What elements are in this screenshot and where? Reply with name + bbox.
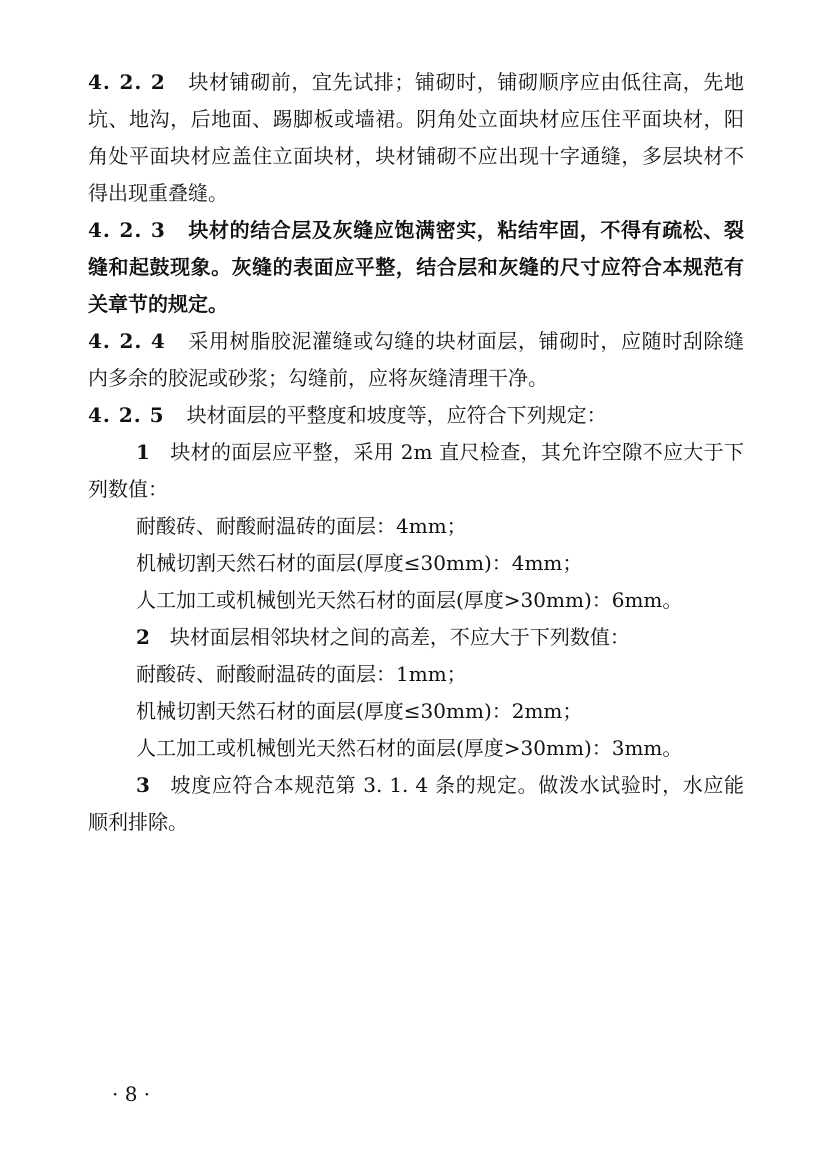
item-number: 3 bbox=[136, 773, 150, 797]
clause-4-2-4 bbox=[88, 323, 744, 397]
clause-number: 4. 2. 3 bbox=[88, 218, 166, 242]
item-2-line-3: 人工加工或机械刨光天然石材的面层(厚度>30mm)：3mm。 bbox=[136, 736, 683, 760]
item-2 bbox=[88, 619, 744, 656]
clause-4-2-5 bbox=[88, 397, 744, 434]
item-text: 块材的面层应平整，采用 2m 直尺检查，其允许空隙不应大于下列数值： bbox=[88, 440, 744, 501]
item-1 bbox=[88, 434, 744, 508]
item-1-line-1: 耐酸砖、耐酸耐温砖的面层：4mm； bbox=[136, 514, 467, 538]
item-2-line-2: 机械切割天然石材的面层(厚度≤30mm)：2mm； bbox=[136, 699, 583, 723]
clause-text: 块材的结合层及灰缝应饱满密实，粘结牢固，不得有疏松、裂缝和起鼓现象。灰缝的表面应平整，结合层和灰缝的尺寸应符合本规范有关章节的规定。 bbox=[88, 218, 745, 316]
clause-text: 块材铺砌前，宜先试排；铺砌时，铺砌顺序应由低往高，先地坑、地沟，后地面、踢脚板或墙裙。阴角处立面块材应压住平面块材，阳角处平面块材应盖住立面块材，块材铺砌不应出现十字通缝，多层块材不得出现重叠缝。 bbox=[88, 70, 745, 205]
item-1-line-3: 人工加工或机械刨光天然石材的面层(厚度>30mm)：6mm。 bbox=[136, 588, 683, 612]
item-3 bbox=[88, 767, 744, 841]
clause-number: 4. 2. 4 bbox=[88, 329, 166, 353]
item-number: 1 bbox=[136, 440, 150, 464]
clause-text: 采用树脂胶泥灌缝或勾缝的块材面层，铺砌时，应随时刮除缝内多余的胶泥或砂浆；勾缝前，应将灰缝清理干净。 bbox=[88, 329, 745, 390]
item-text: 块材面层相邻块材之间的高差，不应大于下列数值： bbox=[169, 625, 630, 649]
clause-text: 块材面层的平整度和坡度等，应符合下列规定： bbox=[186, 403, 607, 427]
clause-number: 4. 2. 5 bbox=[88, 403, 165, 427]
clause-4-2-3 bbox=[88, 212, 744, 323]
clause-number: 4. 2. 2 bbox=[88, 70, 166, 94]
clause-4-2-2 bbox=[88, 64, 744, 212]
item-2-line-1: 耐酸砖、耐酸耐温砖的面层：1mm； bbox=[136, 662, 467, 686]
item-number: 2 bbox=[136, 625, 150, 649]
item-1-line-2: 机械切割天然石材的面层(厚度≤30mm)：4mm； bbox=[136, 551, 583, 575]
document-body bbox=[88, 64, 744, 841]
page-number: · 8 · bbox=[112, 1082, 151, 1106]
item-text: 坡度应符合本规范第 3. 1. 4 条的规定。做泼水试验时，水应能顺利排除。 bbox=[88, 773, 744, 834]
